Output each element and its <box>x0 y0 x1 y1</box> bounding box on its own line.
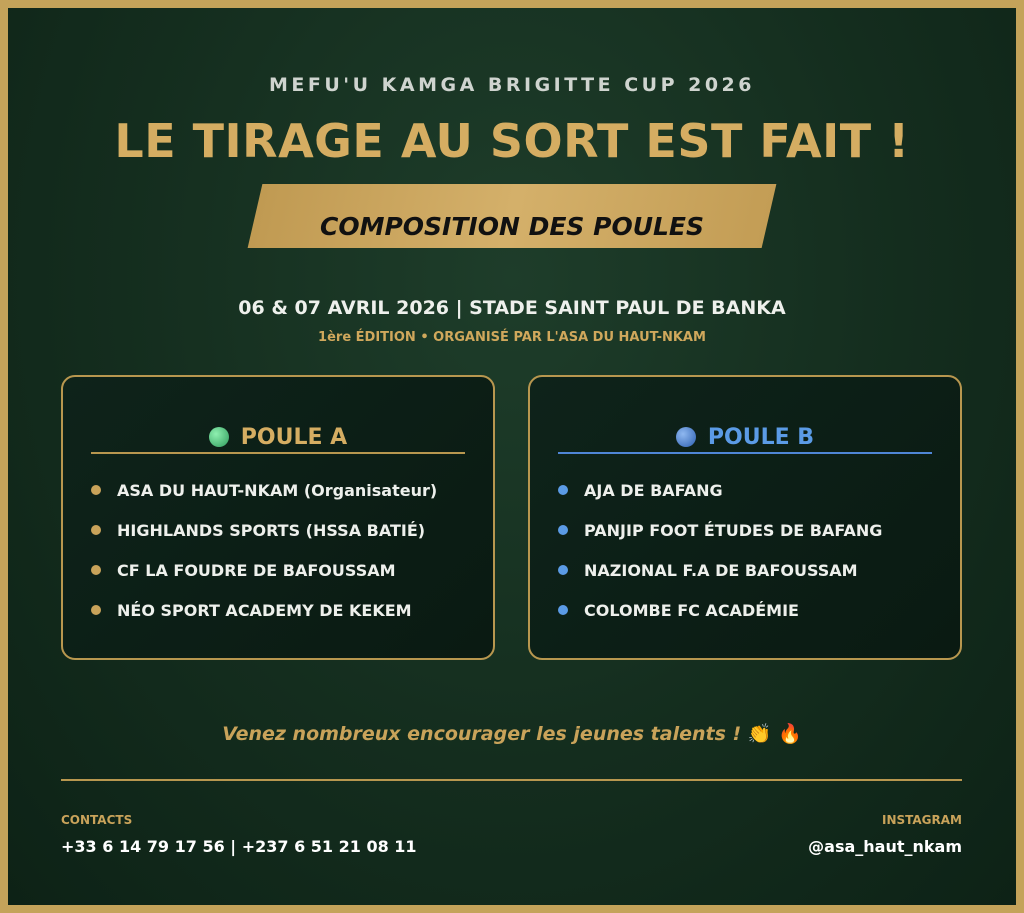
list-item <box>558 481 950 521</box>
bullet-icon <box>91 565 101 575</box>
pool-a-team-list <box>91 481 483 641</box>
pool-a-divider <box>91 452 465 454</box>
team-name: AJA DE BAFANG <box>584 481 723 500</box>
bullet-icon <box>91 485 101 495</box>
team-name: NÉO SPORT ACADEMY DE KEKEM <box>117 601 412 620</box>
team-name: PANJIP FOOT ÉTUDES DE BAFANG <box>584 521 883 540</box>
bullet-icon <box>91 605 101 615</box>
team-name: ASA DU HAUT-NKAM (Organisateur) <box>117 481 438 500</box>
team-name: COLOMBE FC ACADÉMIE <box>584 601 799 620</box>
bullet-icon <box>558 605 568 615</box>
green-ball-icon <box>209 427 229 447</box>
bullet-icon <box>558 525 568 535</box>
tagline <box>0 722 1024 745</box>
instagram-label: INSTAGRAM <box>881 813 962 827</box>
edition-info: 1ère ÉDITION • ORGANISÉ PAR L'ASA DU HAUT-NKAM <box>318 330 706 345</box>
contacts-phone-numbers: +33 6 14 79 17 56 | +237 6 51 21 08 11 <box>61 837 417 856</box>
list-item <box>558 521 950 561</box>
list-item <box>91 561 483 601</box>
pool-a-title: POULE A <box>240 424 348 450</box>
instagram-handle: @asa_haut_nkam <box>808 837 962 856</box>
pool-a-card <box>61 375 495 660</box>
list-item <box>91 521 483 561</box>
bullet-icon <box>558 485 568 495</box>
team-name: HIGHLANDS SPORTS (HSSA BATIÉ) <box>117 521 426 540</box>
bullet-icon <box>558 565 568 575</box>
date-venue: 06 & 07 AVRIL 2026 | STADE SAINT PAUL DE BANKA <box>238 297 786 319</box>
contacts-label: CONTACTS <box>61 813 133 827</box>
pool-b-card <box>528 375 962 660</box>
list-item <box>91 481 483 521</box>
pool-b-divider <box>558 452 932 454</box>
pool-a-header <box>91 421 465 453</box>
tagline-text: Venez nombreux encourager les jeunes talents ! <box>222 723 742 745</box>
clap-fire-emoji-icon: 👏 🔥 <box>747 723 802 745</box>
blue-ball-icon <box>676 427 696 447</box>
pool-b-header <box>558 421 932 453</box>
list-item <box>91 601 483 641</box>
list-item <box>558 601 950 641</box>
bullet-icon <box>91 525 101 535</box>
headline: LE TIRAGE AU SORT EST FAIT ! <box>114 114 910 168</box>
team-name: CF LA FOUDRE DE BAFOUSSAM <box>117 561 396 580</box>
banner-title: COMPOSITION DES POULES <box>319 212 705 241</box>
list-item <box>558 561 950 601</box>
footer-divider <box>61 779 962 781</box>
team-name: NAZIONAL F.A DE BAFOUSSAM <box>584 561 858 580</box>
event-name: MEFU'U KAMGA BRIGITTE CUP 2026 <box>269 74 755 96</box>
pool-b-team-list <box>558 481 950 641</box>
pool-b-title: POULE B <box>707 424 815 450</box>
